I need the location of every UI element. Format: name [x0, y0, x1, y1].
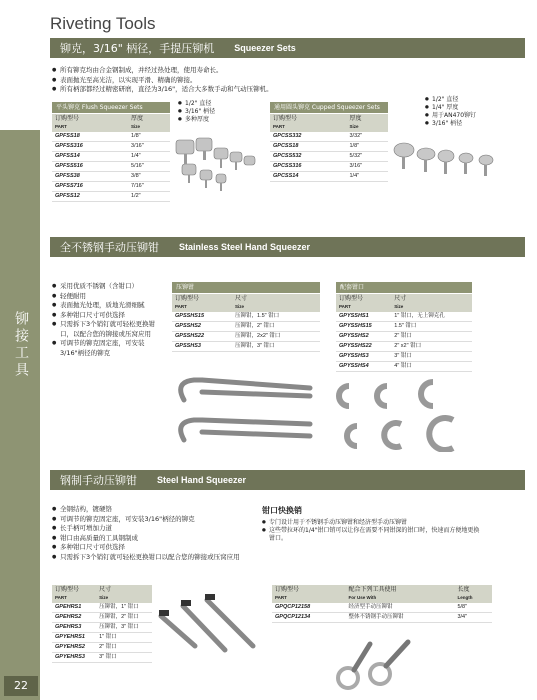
- list-item: ● 可调节的铆克固定座，可安装3/16"柄径的铆克: [52, 515, 242, 525]
- yokes-table: [336, 294, 472, 372]
- col-header: 订购型号 PART: [270, 114, 347, 132]
- section-bar-stainless: [50, 237, 525, 257]
- table-row: GPSSHS22 压铆钳，2x2" 钳口: [172, 332, 320, 342]
- table-row: GPCSS316 3/16": [270, 162, 388, 172]
- flush-label: 平头铆克 Flush Squeezer Sets: [52, 102, 170, 113]
- quick-pin-bullets: [262, 519, 482, 543]
- table-row: GPFSS316 3/16": [52, 142, 170, 152]
- col-header: 配合下列工具使用 For Use With: [346, 585, 455, 603]
- col-header: 厚度 Size: [347, 114, 389, 132]
- table-row: GPYEHRS2 2" 钳口: [52, 643, 152, 653]
- list-item: ● 多种厚度: [178, 116, 215, 124]
- list-item: ● 3/16" 柄径: [425, 120, 476, 128]
- s3-bullets: [52, 505, 242, 562]
- list-item: ● 只需拆下3个销钉就可轻松更换钳口，以配合您的铆接或压窝应用: [52, 320, 164, 339]
- table-row: GPYSSHS22 2" x2" 钳口: [336, 342, 472, 352]
- col-header: 尺寸 Size: [391, 294, 472, 312]
- list-item: ● 多种钳口尺寸可供选择: [52, 311, 164, 321]
- list-item: ● 所有柄部都经过精密研磨，直径为3/16"，适合大多数手动和气动压铆机。: [52, 85, 522, 95]
- table-header-row: [270, 114, 388, 132]
- s1-bullets: [52, 66, 522, 95]
- list-item: ● 专门设计用于不锈钢手动压铆钳和经济型手动压铆钳: [262, 519, 482, 527]
- list-item: ● 可调节的铆克固定座，可安装3/16"柄径的铆克: [52, 339, 164, 358]
- table-row: GPEHRS1 压铆钳，1" 钳口: [52, 603, 152, 613]
- flush-notes: [178, 100, 215, 124]
- table-row: GPFSS38 3/8": [52, 172, 170, 182]
- page-title: Riveting Tools: [50, 14, 156, 33]
- table-row: GPCSS18 1/8": [270, 142, 388, 152]
- table-row: GPSSHS3 压铆钳，3" 钳口: [172, 342, 320, 352]
- list-item: ● 1/2" 直径: [425, 96, 476, 104]
- section-bar-steel: [50, 470, 525, 490]
- list-item: ● 多种钳口尺寸可供选择: [52, 543, 242, 553]
- table-row: GPYSSHS2 2" 钳口: [336, 332, 472, 342]
- cupped-label: 通用圆头铆克 Cupped Squeezer Sets: [270, 102, 388, 113]
- s2-bullets: [52, 282, 164, 358]
- list-item: ● 钳口由高质量的工具钢制成: [52, 534, 242, 544]
- table-row: GPFSS516 5/16": [52, 162, 170, 172]
- side-tab: 铆接工具: [4, 290, 38, 400]
- side-bar: [0, 130, 40, 700]
- list-item: ● 3/16" 柄径: [178, 108, 215, 116]
- list-item: ● 1/2" 直径: [178, 100, 215, 108]
- table-header-row: [336, 294, 472, 312]
- col-header: 订购型号 PART: [272, 585, 346, 603]
- table-row: GPSSHS2 压铆钳，2" 钳口: [172, 322, 320, 332]
- table-row: GPQCP12158 经济型手动压铆钳 5/8": [272, 603, 492, 613]
- table-header-row: [172, 294, 320, 312]
- col-header: 厚度 Size: [128, 114, 170, 132]
- table-row: GPFSS716 7/16": [52, 182, 170, 192]
- cupped-sets-image: [392, 138, 522, 188]
- col-header: 尺寸 Size: [232, 294, 320, 312]
- table-row: GPYEHRS3 3" 钳口: [52, 653, 152, 663]
- pins-table: [272, 585, 492, 623]
- squeezer-label: 压铆钳: [172, 282, 320, 293]
- yokes-label: 配套钳口: [336, 282, 472, 293]
- table-row: GPEHRS3 压铆钳，3" 钳口: [52, 623, 152, 633]
- list-item: ● 采用优质不锈钢（含钳口）: [52, 282, 164, 292]
- table-row: GPCSS332 3/32": [270, 132, 388, 142]
- col-header: 尺寸 Size: [96, 585, 152, 603]
- col-header: 订购型号 PART: [336, 294, 391, 312]
- stainless-squeezer-image: [170, 370, 320, 450]
- yokes-image: [335, 372, 485, 452]
- table-header-row: [52, 585, 152, 603]
- page-number: 22: [4, 676, 38, 696]
- list-item: ● 轻便耐用: [52, 292, 164, 302]
- section-title-en: Stainless Steel Hand Squeezer: [179, 242, 311, 252]
- col-header: 订购型号 PART: [172, 294, 232, 312]
- table-row: GPFSS12 1/2": [52, 192, 170, 202]
- list-item: ● 全钢结构，镀硬铬: [52, 505, 242, 515]
- table-row: GPQCP12134 整体不锈钢手动压铆钳 3/4": [272, 613, 492, 623]
- table-row: GPCSS14 1/4": [270, 172, 388, 182]
- list-item: ● 用于AN470铆钉: [425, 112, 476, 120]
- table-row: GPYEHRS1 1" 钳口: [52, 633, 152, 643]
- table-row: GPYSSHS1 1" 钳口，无上铆克孔: [336, 312, 472, 322]
- squeezer-table: [172, 294, 320, 352]
- quick-pin-title: 钳口快换销: [262, 506, 302, 515]
- list-item: ● 长手柄可增加力道: [52, 524, 242, 534]
- col-header: 长度 Length: [454, 585, 492, 603]
- steel-table: [52, 585, 152, 663]
- list-item: ● 表面抛光处理，质地光滑细腻: [52, 301, 164, 311]
- table-row: GPYSSHS15 1.5" 钳口: [336, 322, 472, 332]
- list-item: ● 1/4" 厚度: [425, 104, 476, 112]
- list-item: ● 所有铆克均由合金钢制成，并经过热处理，使用寿命长。: [52, 66, 522, 76]
- section-title-cn: 铆克，3/16" 柄径，手提压铆机: [60, 42, 215, 55]
- flush-sets-image: [172, 130, 264, 200]
- steel-squeezer-image: [155, 590, 260, 660]
- list-item: ● 这些带拉环的1/4"钳口销可以让你在需要不同钳深的钳口时，快速而方便地更换钳口。: [262, 527, 482, 543]
- table-row: GPFSS18 1/8": [52, 132, 170, 142]
- quick-pin-image: [330, 632, 420, 692]
- table-row: GPSSHS15 压铆钳，1.5" 钳口: [172, 312, 320, 322]
- section-bar-squeezer-sets: [50, 38, 525, 58]
- col-header: 订购型号 PART: [52, 585, 96, 603]
- section-title-en: Squeezer Sets: [234, 43, 296, 53]
- table-header-row: [52, 114, 170, 132]
- table-row: GPFSS14 1/4": [52, 152, 170, 162]
- table-row: GPCSS532 5/32": [270, 152, 388, 162]
- flush-table: [52, 114, 170, 202]
- table-row: GPEHRS2 压铆钳，2" 钳口: [52, 613, 152, 623]
- cupped-notes: [425, 96, 476, 128]
- col-header: 订购型号 PART: [52, 114, 128, 132]
- section-title-cn: 全不锈钢手动压铆钳: [60, 241, 159, 254]
- table-row: GPYSSHS3 3" 钳口: [336, 352, 472, 362]
- list-item: ● 只需拆下3个销钉就可轻松更换钳口以配合您的铆接或压窝应用: [52, 553, 242, 563]
- section-title-cn: 钢制手动压铆钳: [60, 474, 137, 487]
- cupped-table: [270, 114, 388, 182]
- list-item: ● 表面抛光至高光洁，以实现平滑、精确的铆接。: [52, 76, 522, 86]
- section-title-en: Steel Hand Squeezer: [157, 475, 247, 485]
- table-row: GPYSSHS4 4" 钳口: [336, 362, 472, 372]
- table-header-row: [272, 585, 492, 603]
